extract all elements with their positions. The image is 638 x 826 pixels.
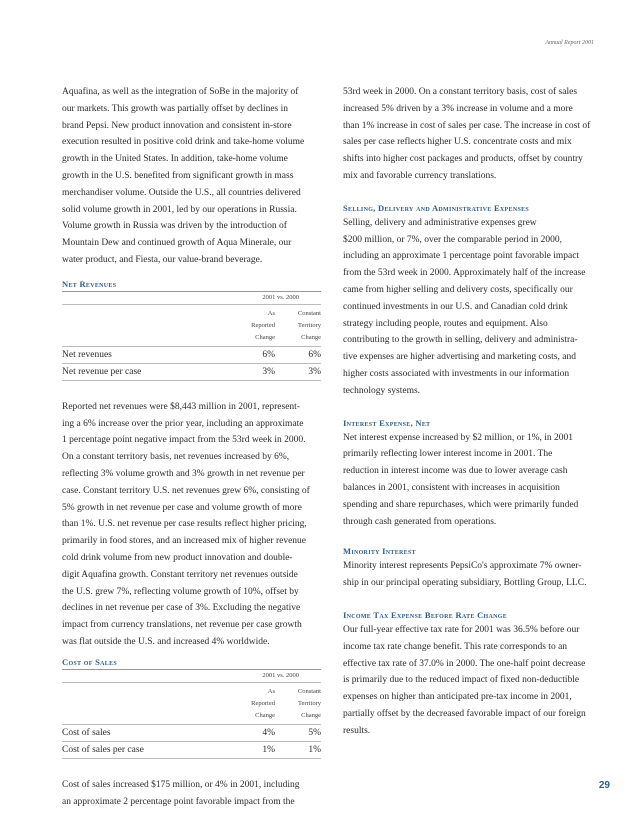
col-reported-header: As Reported Change bbox=[251, 687, 275, 719]
table-row: Cost of sales per case 1% 1% bbox=[62, 742, 321, 759]
minority-paragraph: Minority interest represents PepsiCo's approximate 7% owner- ship in our principal operating subsidiary, Bottling Group, LLC. bbox=[343, 561, 587, 589]
cost-of-sales-table bbox=[62, 669, 321, 759]
intro-paragraph: Aquafina, as well as the integration of SoBe in the majority of our markets. This growth was partially offset by declines in brand Pepsi. New product innovation and consistent in-store execution resulted in positive cold drink and take-home volume growth in the United States. In addition, take-home volume growth in the U.S. benefited from significant growth in mass merchandiser volume. Outside the U.S., all countries delivered solid volume growth in 2001, led by our operations in Russia. Volume growth in Russia was driven by the introduction of Mountain Dew and continued growth of Aqua Minerale, our water product, and Fiesta, our value-brand beverage. bbox=[62, 87, 305, 265]
page-number: 29 bbox=[598, 780, 610, 791]
sda-heading: Selling, Delivery and Administrative Expenses bbox=[343, 202, 530, 213]
table-row: Net revenue per case 3% 3% bbox=[62, 364, 321, 381]
net-revenues-paragraph: Reported net revenues were $8,443 million in 2001, represent- ing a 6% increase over the prior year, including an approximate 1 percentage point negative impact from the 53rd week in 2000. On a constant territory basis, net revenues increased by 6%, reflecting 3% volume growth and 3% growth in net revenue per case. Constant territory U.S. net revenues grew 6%, consisting of 5% growth in net revenue per case and volume growth of more than 1%. U.S. net revenue per case results reflect higher pricing, primarily in food stores, and an increased mix of higher revenue cold drink volume from new product innovation and double- digit Aquafina growth. Constant territory net revenues outside the U.S. grew 7%, reflecting volume growth of 10%, offset by declines in net revenue per case of 3%. Excluding the negative impact from currency translations, net revenue per case growth was flat outside the U.S. and increased 4% worldwide. bbox=[62, 401, 310, 647]
right-column bbox=[343, 84, 603, 740]
table-row: Net revenues 6% 6% bbox=[62, 347, 321, 364]
interest-heading: Interest Expense, Net bbox=[343, 417, 431, 428]
col-constant-header: Constant Territory Change bbox=[297, 309, 321, 341]
net-revenues-table bbox=[62, 291, 321, 381]
tax-paragraph: Our full-year effective tax rate for 2001 was 36.5% before our income tax rate change benefit. This rate corresponds to an effective tax rate of 37.0% in 2000. The one-half point decrease is primarily due to the reduced impact of fixed non-deductible expenses on higher than anticipated pre-tax income in 2001, partially offset by the decreased favorable impact of our foreign results. bbox=[343, 624, 586, 736]
table-header bbox=[62, 304, 321, 347]
col-constant-header: Constant Territory Change bbox=[297, 687, 321, 719]
interest-paragraph: Net interest expense increased by $2 million, or 1%, in 2001 primarily reflecting lower interest income in 2001. The reduction in interest income was due to lower average cash balances in 2001, consistent with increases in acquisition spending and share repurchases, which were primarily funded through cash generated from operations. bbox=[343, 432, 579, 527]
cost-of-sales-heading: Cost of Sales bbox=[62, 656, 118, 667]
table-header bbox=[62, 682, 321, 725]
table-period: 2001 vs. 2000 bbox=[262, 671, 299, 679]
table-period: 2001 vs. 2000 bbox=[262, 293, 299, 301]
running-head: Annual Report 2001 bbox=[545, 40, 594, 46]
cost-of-sales-paragraph: Cost of sales increased $175 million, or 4% in 2001, including an approximate 2 percentage point favorable impact from the bbox=[62, 779, 300, 807]
net-revenues-heading: Net Revenues bbox=[62, 278, 117, 289]
tax-heading: Income Tax Expense Before Rate Change bbox=[343, 609, 508, 620]
table-row: Cost of sales 4% 5% bbox=[62, 725, 321, 742]
cost-continuation-paragraph: 53rd week in 2000. On a constant territory basis, cost of sales increased 5% driven by a 3% increase in volume and a more than 1% increase in cost of sales per case. The increase in cost of sales per case reflects higher U.S. concentrate costs and mix shifts into higher cost packages and products, offset by country mix and favorable currency translations. bbox=[343, 87, 591, 181]
minority-heading: Minority Interest bbox=[343, 546, 416, 557]
col-reported-header: As Reported Change bbox=[251, 309, 275, 341]
sda-paragraph: Selling, delivery and administrative expenses grew $200 million, or 7%, over the comparable period in 2000, including an approximate 1 percentage point favorable impact from the 53rd week in 2000. Approximately half of the increase came from higher selling and delivery costs, specifically our continued investments in our U.S. and Canadian cold drink strategy including people, routes and equipment. Also contributing to the growth in selling, delivery and administra- tive expenses are higher advertising and marketing costs, and higher costs associated with investments in our information technology systems. bbox=[343, 217, 586, 396]
left-column bbox=[62, 84, 321, 810]
